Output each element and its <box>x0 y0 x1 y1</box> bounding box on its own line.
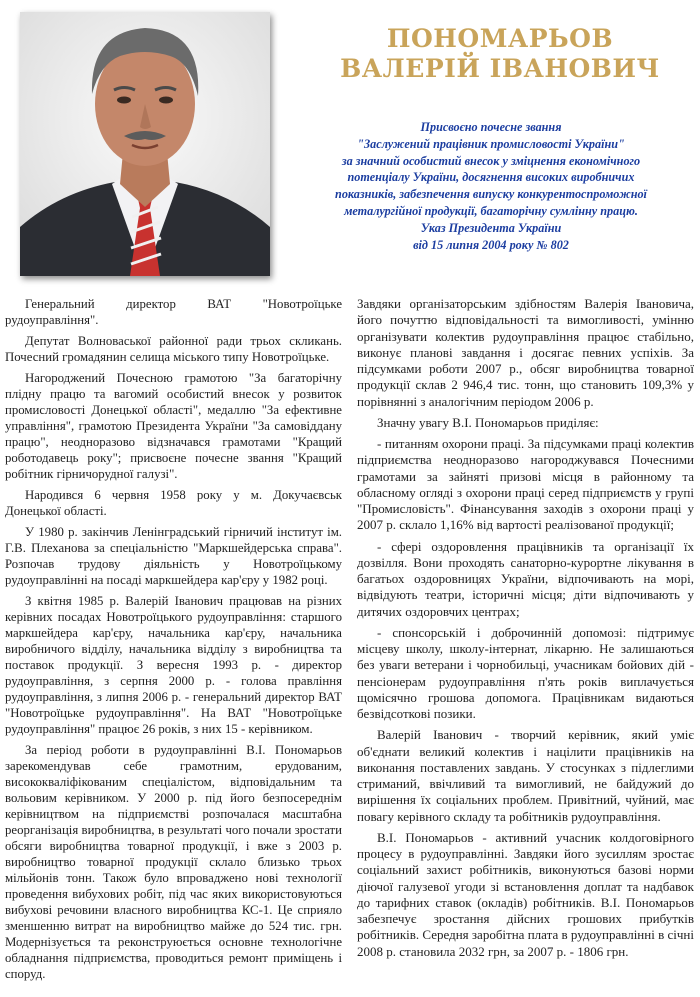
award-line: "Заслужений працівник промисловості України" <box>357 136 625 151</box>
paragraph: - питанням охорони праці. За підсумками праці колектив підприємства неодноразово нагороджувався Почесними грамотами за зайняті призові місця в районному та обласному огляді з охорони праці серед підприємств у групі "Промисловість". Фінансування заходів з охорони праці у 2007 р. склало 1,16% від вартості реалізованої продукції; <box>357 436 694 533</box>
award-line: Указ Президента України <box>420 220 562 235</box>
paragraph: З квітня 1985 р. Валерій Іванович працював на різних керівних посадах Новотроїцького рудоуправління: старшого маркшейдера кар'єру, начальника кар'єру, начальника виробничого відділу, начальника відділу з виробництва та поставок продукції. З вересня 1993 р. - директор рудоуправління, з серпня 2000 р. - голова правління рудоуправління, з липня 2006 р. - генеральний директор ВАТ "Новотроїцьке рудоуправління". На ВАТ "Новотроїцьке рудоуправління" працює 26 років, з них 15 - керівником. <box>5 594 342 736</box>
person-given-names: ВАЛЕРІЙ ІВАНОВИЧ <box>340 54 660 83</box>
paragraph: Нагороджений Почесною грамотою "За багаторічну плідну працю та вагомий особистий внесок у розвиток промисловості Донецької області", медаллю "За ефективне управління", грамотою Президента України "За самовіддану працю", неодноразово відзначався грамотами "Кращий роботодавець року"; присвоєне почесне звання "Кращий робітник гірничорудної галузі". <box>5 371 342 481</box>
paragraph: Депутат Волноваської районної ради трьох скликань. Почесний громадянин селища міського типу Новотроїцьке. <box>5 334 342 364</box>
paragraph: - спонсорській і доброчинній допомозі: підтримує місцеву школу, школу-інтернат, лікарню. Не залишаються без уваги ветерани і чорнобильці, учасникам бойових дій - пенсіонерам рудоуправління п'ять років виплачується щомісячно грошова допомога. Працівникам видаються безвідсоткові позики. <box>357 624 694 721</box>
award-line: від 15 липня 2004 року № 802 <box>413 237 569 252</box>
person-surname: ПОНОМАРЬОВ <box>386 24 614 53</box>
person-name <box>300 24 700 84</box>
paragraph: У 1980 р. закінчив Ленінградський гірничий інститут ім. Г.В. Плеханова за спеціальністю "Маркшейдерська справа". Розпочав трудову діяльність у Новотроїцькому рудоуправлінні на посаді маркшейдера кар'єру у 1982 році. <box>5 525 342 587</box>
biography-right-column <box>357 296 694 965</box>
award-line: металургійної продукції, багаторічну сумлінну працю. <box>344 203 638 218</box>
award-line: потенціалу України, досягнення високих виробничих <box>347 170 635 185</box>
paragraph: Завдяки організаторським здібностям Валерія Івановича, його почуттю відповідальності та вимогливості, умінню організувати колектив рудоуправління працює стабільно, виконує планові завдання і досягає певних успіхів. За підсумками роботи 2007 р., обсяг виробництва товарної продукції склав 2 946,4 тис. тонн, що становить 109,3% у порівнянні з аналогічним періодом 2006 р. <box>357 296 694 409</box>
paragraph: В.І. Пономарьов - активний учасник колдоговірного процесу в рудоуправлінні. Завдяки його зусиллям зростає соціальний захист робітників, виконуються базові норми діючої галузевої угоди зі встановлення доплат та надбавок до тарифних ставок (окладів) робітників. В.І. Пономарьов забезпечує зростання дійсних грошових прибутків робітників. Середня заробітна плата в рудоуправлінні в січні 2008 р. становила 2032 грн, за 2007 р. - 1806 грн. <box>357 829 694 959</box>
paragraph: Валерій Іванович - творчий керівник, який уміє об'єднати великий колектив і націлити працівників на виконання поставлених завдань. У стосунках з підлеглими стриманий, ввічливий та вимогливий, не байдужий до вирішення їх соціальних проблем. Привітний, чуйний, має повагу керівного складу та робітників рудоуправління. <box>357 727 694 824</box>
paragraph: Народився 6 червня 1958 року у м. Докучаєвськ Донецької області. <box>5 488 342 518</box>
paragraph: Генеральний директор ВАТ "Новотроїцьке рудоуправління". <box>5 297 342 327</box>
award-line: показників, забезпечення випуску конкурентоспроможної <box>335 187 647 202</box>
paragraph: За період роботи в рудоуправлінні В.І. Пономарьов зарекомендував себе грамотним, ерудованим, висококваліфікованим спеціалістом, відповідальним та вольовим керівником. У 2000 р. під його безпосереднім керівництвом на підприємстві розпочалася масштабна реорганізація виробництва, в результаті чого почали зростати обсяги виробництва товарної продукції, і вже з 2003 р. виробництво товарної продукції склало близько трьох мільйонів тонн. Також було впроваджено нові технології проведення вибухових робіт, під час яких використовуються вибухові речовини власного виробництва КС-1. Це сприяло зменшенню витрат на виробництво майже до 524 тис. грн. Модернізується та реконструюється основне технологічне обладнання підприємства, проводиться ремонт приміщень і споруд. <box>5 743 342 981</box>
award-citation <box>290 119 692 253</box>
paragraph: Значну увагу В.І. Пономарьов приділяє: <box>377 414 599 430</box>
biography-left-column <box>5 296 342 987</box>
portrait-illustration <box>20 12 270 276</box>
award-line: Присвоєно почесне звання <box>420 120 562 134</box>
award-line: за значний особистий внесок у зміцнення економічного <box>341 153 641 168</box>
paragraph: - сфері оздоровлення працівників та організації їх дозвілля. Вони проходять санаторно-курортне лікування в багатьох оздоровницях України, відпочивають на морі, відвідують театри, історичні місця; діти відпочивають у дитячих оздоровчих центрах; <box>357 538 694 619</box>
portrait-photo <box>20 12 270 276</box>
